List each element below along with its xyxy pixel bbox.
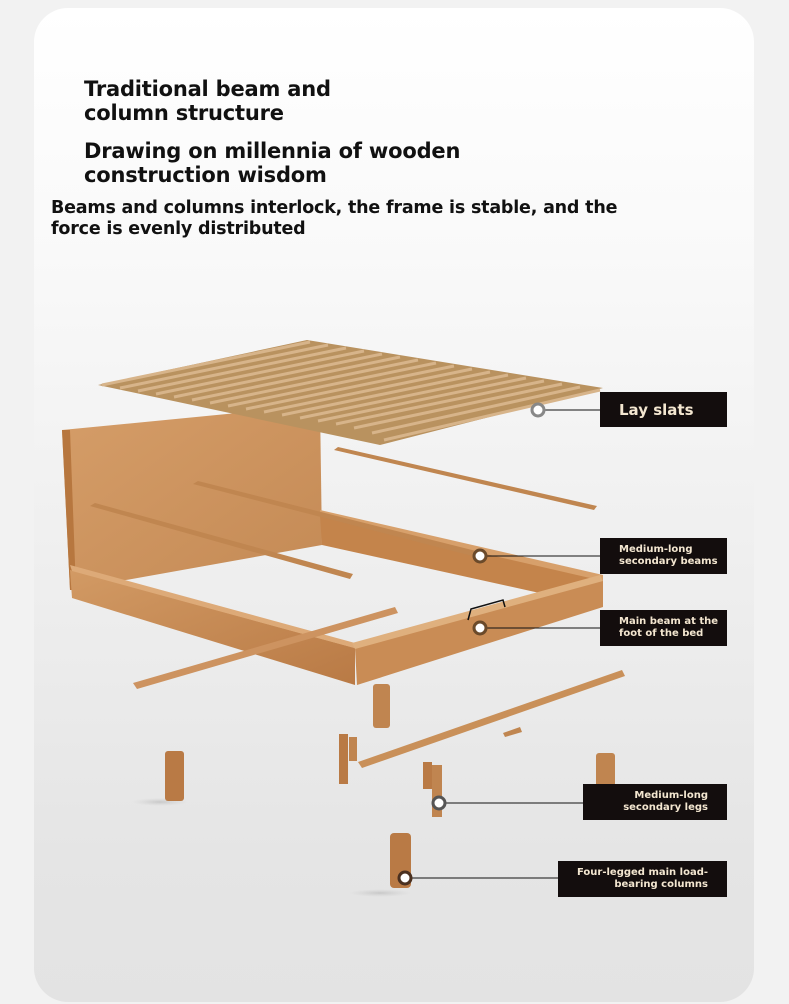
callout-text: foot of the bed: [619, 628, 704, 639]
callout-secondary-legs: [583, 784, 727, 820]
callout-text: Medium-long: [619, 544, 693, 555]
callout-secondary-beams: [600, 538, 727, 574]
legs: [132, 684, 615, 897]
callout-text: Medium-long: [634, 790, 708, 801]
tagline-line-1: Drawing on millennia of wooden: [84, 139, 461, 163]
description-line-1: Beams and columns interlock, the frame is stable, and the: [51, 198, 618, 218]
tagline-line-2: construction wisdom: [84, 163, 327, 187]
callout-text: Main beam at the: [619, 616, 719, 627]
callout-lay-slats: [600, 392, 727, 427]
headboard: [62, 405, 322, 590]
description-line-2: force is evenly distributed: [51, 219, 306, 239]
callout-text: Four-legged main load-: [577, 867, 708, 878]
callout-main-beam: [600, 610, 727, 646]
title-line-2: column structure: [84, 101, 284, 125]
callout-main-columns: [558, 861, 727, 897]
title-line-1: Traditional beam and: [84, 77, 331, 101]
callout-text: secondary beams: [619, 556, 718, 567]
callout-text: secondary legs: [623, 802, 708, 813]
callout-text: bearing columns: [614, 879, 708, 890]
callout-text: Lay slats: [619, 400, 694, 419]
